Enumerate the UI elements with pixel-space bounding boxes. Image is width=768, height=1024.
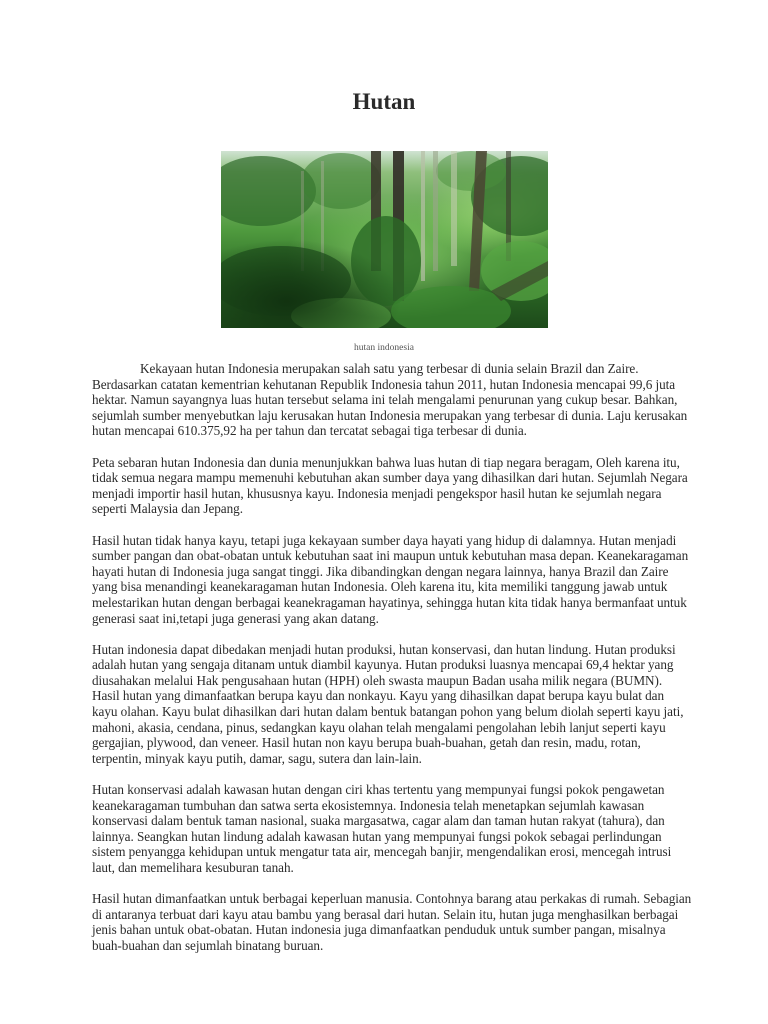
page-title: Hutan: [352, 89, 416, 114]
paragraph-biodiversity: Hasil hutan tidak hanya kayu, tetapi juga kekayaan sumber daya hayati yang hidup di dalamnya. Hutan menjadi sumber pangan dan obat-obatan untuk kebutuhan saat ini maupun untuk kebutuhan masa depan. Keanekaragaman hayati hutan di Indonesia juga sangat tinggi. Jika dibandingkan dengan negara lainnya, hanya Brazil dan Zaire yang bisa menandingi keanekaragaman hutan Indonesia. Oleh karena itu, kita memiliki tanggung jawab untuk melestarikan hutan dengan berbagai keanekragaman hayatinya, sehingga hutan kita tidak hanya bermanfaat untuk generasi saat ini,tetapi juga generasi yang akan datang.: [92, 532, 689, 626]
article-body: [92, 361, 692, 969]
paragraph-intro: Kekayaan hutan Indonesia merupakan salah satu yang terbesar di dunia selain Brazil dan Zaire. Berdasarkan catatan kementrian kehutanan Republik Indonesia tahun 2011, hutan Indonesia mencapai 99,6 juta hektar. Namun sayangnya luas hutan tersebut selama ini telah mengalami penurunan yang cukup besar. Bahkan, sejumlah sumber menyebutkan laju kerusakan hutan Indonesia merupakan yang terbesar di dunia. Laju kerusakan hutan mencapai 610.375,92 ha per tahun dan tercatat sebagai tiga terbesar di dunia.: [92, 361, 688, 439]
forest-image-icon: [221, 151, 548, 328]
forest-photo: [221, 151, 548, 328]
figure-caption: hutan indonesia: [354, 343, 414, 353]
paragraph-distribution: Peta sebaran hutan Indonesia dan dunia menunjukkan bahwa luas hutan di tiap negara beragam, Oleh karena itu, tidak semua negara mampu memenuhi kebutuhan akan sumber daya yang dihasilkan dari hutan. Sejumlah Negara menjadi importir hasil hutan, khususnya kayu. Indonesia menjadi pengekspor hasil hutan ke sejumlah negara seperti Malaysia dan Jepang.: [92, 454, 688, 517]
paragraph-uses: Hasil hutan dimanfaatkan untuk berbagai keperluan manusia. Contohnya barang atau perkakas di rumah. Sebagian di antaranya terbuat dari kayu atau bambu yang berasal dari hutan. Selain itu, hutan juga menghasilkan berbagai jenis bahan untuk obat-obatan. Hutan indonesia juga dimanfaatkan penduduk untuk sumber pangan, misalnya buah-buahan dan sejumlah binatang buruan.: [92, 891, 692, 953]
paragraph-forest-types: Hutan indonesia dapat dibedakan menjadi hutan produksi, hutan konservasi, dan hutan lindung. Hutan produksi adalah hutan yang sengaja ditanam untuk diambil kayunya. Hutan produksi luasnya mencapai 69,4 hektar yang diusahakan melalui Hak pengusahaan hutan (HPH) oleh swasta maupun Badan usaha milik negara (BUMN). Hasil hutan yang dimanfaatkan berupa kayu dan nonkayu. Kayu yang dihasilkan dapat berupa kayu bulat dan kayu olahan. Kayu bulat dihasilkan dari hutan dalam bentuk batangan pohon yang belum diolah seperti kayu jati, mahoni, akasia, cendana, pinus, sedangkan kayu olahan telah mengalami pengolahan lebih lanjut seperti kayu gergajian, plywood, dan veneer. Hasil hutan non kayu berupa buah-buahan, getah dan resin, madu, rotan, terpentin, minyak kayu putih, damar, sagu, sutera dan lain-lain.: [92, 641, 684, 766]
paragraph-conservation: Hutan konservasi adalah kawasan hutan dengan ciri khas tertentu yang mempunyai fungsi pokok pengawetan keanekaragaman tumbuhan dan satwa serta ekosistemnya. Indonesia telah menetapkan sejumlah kawasan konservasi dalam bentuk taman nasional, suaka margasatwa, cagar alam dan taman hutan rakyat (tahura), dan lainnya. Seangkan hutan lindung adalah kawasan hutan yang mempunyai fungsi pokok sebagai perlindungan sistem penyangga kehidupan untuk mengatur tata air, mencegah banjir, mengendalikan erosi, mencegah intrusi laut, dan memelihara kesuburan tanah.: [92, 782, 672, 875]
